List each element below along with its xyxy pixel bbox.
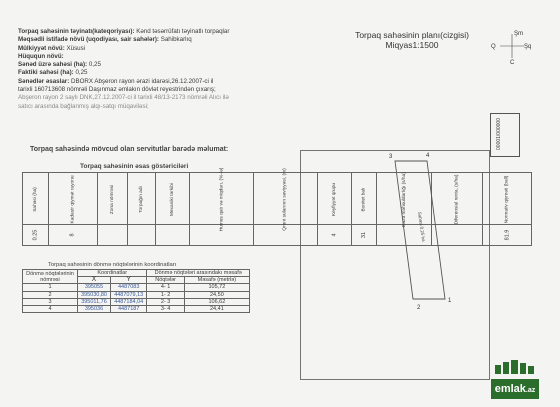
coords-cell-pts: 3- 4: [147, 305, 184, 312]
plan-scale: Miqyas1:1500: [385, 40, 439, 50]
coords-cell-n: 4: [23, 305, 78, 312]
coords-header-point: Dönmə nöqtələrinin nömrəsi: [23, 270, 78, 284]
coords-row: [23, 298, 250, 305]
props-header-text: Mexaniki tərkibi: [169, 182, 175, 216]
logo-box: [491, 379, 539, 399]
coords-cell-n: 2: [23, 291, 78, 298]
props-header-cell: [189, 167, 254, 231]
coords-header-y: Y: [110, 277, 146, 284]
compass-west: Q: [491, 44, 496, 50]
point-label-1: 1: [448, 298, 452, 304]
compass: [490, 28, 534, 64]
logo: [491, 360, 539, 399]
compass-east: Şq: [524, 44, 532, 50]
plan-title-text: Torpaq sahəsinin planı(cizgisi): [355, 30, 469, 40]
coords-header-coords: Koordinatlar: [78, 270, 147, 277]
props-header-cell: [97, 173, 127, 225]
coords-header-distance: Dönmə nöqtələri arasındakı məsafə: [147, 270, 250, 277]
parcel-info: [18, 28, 308, 111]
info-line: tarixli 160713608 nömrəli Daşınmaz əmlakın dövlət reyestrindən çıxarış;: [18, 86, 216, 94]
props-value-text: 31: [360, 231, 367, 239]
compass-north: Şm: [514, 31, 523, 37]
coords-row: [23, 284, 250, 291]
info-line: Mülkiyyət növü: Xüsusi: [18, 44, 86, 52]
props-header-text: Zona nömrəsi: [109, 184, 115, 214]
plan-title: [352, 30, 472, 50]
props-value-cell: [483, 225, 532, 246]
logo-suffix: .az: [525, 387, 536, 394]
coords-cell-len: 106,62: [184, 298, 249, 305]
coords-cell-y: 4487187: [110, 305, 146, 312]
props-header-text: Bonitet balı: [361, 186, 367, 212]
info-line: Məqsədli istifadə növü (uqodiyası, sair sahələr): Sahibkarlıq: [18, 36, 192, 44]
info-line: Sənədlər əsaslar: DBORX Abşeron rayon ərazi idarəsi,26.12.2007-ci il: [18, 77, 214, 85]
coords-cell-n: 3: [23, 298, 78, 305]
stamp-box: [490, 113, 520, 157]
servitut-title: Torpaq sahəsində mövcud olan servitutlar barədə məlumat:: [30, 146, 229, 153]
coords-header-length: Məsafə (metrlə): [184, 277, 249, 284]
coords-table: [22, 269, 250, 313]
coords-row: [23, 305, 250, 312]
logo-text: emlak: [494, 383, 526, 395]
info-line: Sənəd üzrə sahəsi (ha): 0,25: [18, 61, 101, 69]
props-header-cell: [483, 173, 532, 225]
props-value-text: 8: [69, 233, 76, 237]
building-icon: [491, 360, 539, 374]
info-line: Faktiki sahəsi (ha): 0,25: [18, 69, 88, 77]
props-header-cell: [23, 173, 49, 225]
coords-header-points: Nöqtələr: [147, 277, 184, 284]
coords-cell-y: 4487184,04: [110, 298, 146, 305]
props-header-cell: [48, 173, 97, 225]
parcel-area-label: Sahəsi 0,25 ha: [417, 211, 427, 242]
parcel-plan: [300, 150, 490, 380]
point-label-4: 4: [426, 153, 430, 159]
props-header-text: Keyfiyyət qrupu: [331, 182, 337, 216]
props-header-text: Normativ qiyməti (ball): [504, 175, 510, 223]
coords-cell-n: 1: [23, 284, 78, 291]
props-value-cell: [155, 225, 189, 246]
coords-cell-len: 105,72: [184, 284, 249, 291]
coords-cell-pts: 2- 3: [147, 298, 184, 305]
coords-row: [23, 291, 250, 298]
coords-cell-x: 395030,80: [78, 291, 111, 298]
coords-cell-len: 24,50: [184, 291, 249, 298]
info-line: Abşeron rayon 2 saylı DNK,27.12.2007-ci il tarixli 48/13-2173 nömrəli Alıcı ilə: [18, 94, 229, 102]
coords-cell-x: 395036: [78, 305, 111, 312]
props-value-text: 81.9: [504, 229, 511, 241]
coords-cell-x: 395055: [78, 284, 111, 291]
plan-frame: [301, 151, 490, 380]
point-label-2: 2: [417, 305, 421, 311]
coords-table-title: Torpaq sahəsinin dönmə nöqtələrinin koordinatları: [48, 262, 177, 268]
coords-header-x: X: [78, 277, 111, 284]
info-line: Hüququn növü:: [18, 52, 64, 60]
props-value-cell: [48, 225, 97, 246]
props-header-text: Kadastr qiymət rayonu: [70, 175, 76, 223]
props-table-title: Torpaq sahəsinin əsas göstəriciləri: [80, 163, 189, 170]
props-header-text: Qrunt sularının səviyyəsi, (m): [283, 167, 289, 231]
props-header-text: Sahəsi (ha): [32, 186, 38, 212]
stamp-text: 00001/000000: [495, 118, 502, 150]
props-value-text: 4: [331, 233, 338, 237]
coords-cell-y: 4487083: [110, 284, 146, 291]
props-value-text: 0.25: [32, 229, 39, 241]
props-value-cell: [97, 225, 127, 246]
info-line: Torpaq sahəsinin təyinatı(kateqoriyası): Kənd təsərrüfatı təyinatlı torpaqlar: [18, 28, 230, 35]
coords-cell-y: 4487079,13: [110, 291, 146, 298]
point-label-3: 3: [389, 154, 393, 160]
props-header-text: Torpağın adı: [138, 185, 144, 213]
props-header-text: Diferensial renta, (s/ha): [454, 174, 460, 224]
props-header-text: Baza məhsuldarlığı (s/ha): [401, 171, 407, 227]
props-header-cell: [155, 173, 189, 225]
coords-cell-len: 24,41: [184, 305, 249, 312]
props-value-cell: [23, 225, 49, 246]
coords-cell-pts: 1- 2: [147, 291, 184, 298]
info-line: satıcı arasında bağlanmış alqı-satqı müqaviləsi;: [18, 102, 149, 110]
props-header-text: Humus qatı və miqdarı, (%-lə): [218, 167, 224, 231]
coords-cell-x: 395011,76: [78, 298, 111, 305]
props-value-cell: [127, 225, 155, 246]
compass-south: C: [510, 60, 515, 64]
props-header-cell: [127, 173, 155, 225]
compass-icon: [490, 28, 534, 64]
coords-cell-pts: 4- 1: [147, 284, 184, 291]
